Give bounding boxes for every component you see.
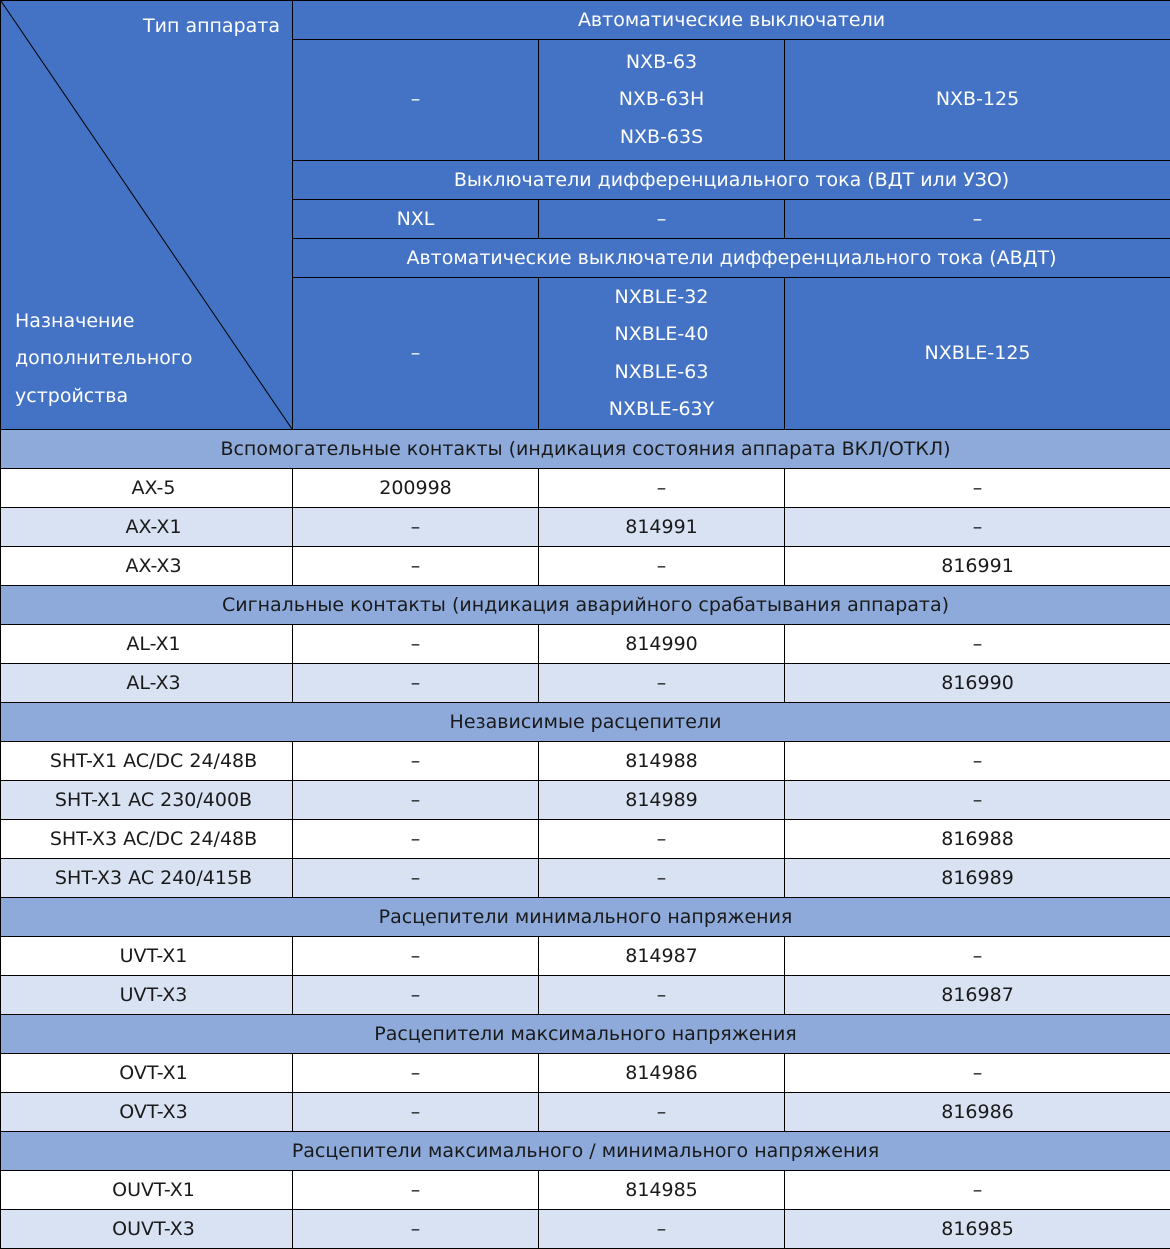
device-name-cell: AL-X3	[1, 664, 293, 703]
group1-title: Автоматические выключатели	[293, 1, 1170, 40]
section-header-row	[1, 898, 1170, 937]
article-cell: 814989	[539, 781, 785, 820]
article-cell: –	[293, 508, 539, 547]
article-cell: –	[785, 781, 1170, 820]
article-cell: –	[293, 781, 539, 820]
article-cell: 816988	[785, 820, 1170, 859]
device-name-cell: UVT-X3	[1, 976, 293, 1015]
article-cell: 814988	[539, 742, 785, 781]
group2-col2: –	[539, 200, 785, 239]
article-cell: –	[293, 937, 539, 976]
section-title: Расцепители минимального напряжения	[1, 898, 1170, 937]
article-cell: –	[539, 547, 785, 586]
article-cell: –	[785, 1054, 1170, 1093]
corner-diagonal-cell	[1, 1, 293, 430]
article-cell: –	[293, 1093, 539, 1132]
group1-col3: NXB-125	[785, 40, 1170, 161]
group1-col2: NXB-63 NXB-63H NXB-63S	[539, 40, 785, 161]
article-cell: –	[785, 508, 1170, 547]
section-title: Вспомогательные контакты (индикация состояния аппарата ВКЛ/ОТКЛ)	[1, 430, 1170, 469]
corner-bottom-label: Назначение дополнительного устройства	[15, 303, 192, 416]
section-header-row	[1, 703, 1170, 742]
article-cell: 816990	[785, 664, 1170, 703]
article-cell: –	[293, 625, 539, 664]
article-cell: –	[293, 664, 539, 703]
device-name-cell: OVT-X3	[1, 1093, 293, 1132]
section-title: Расцепители максимального / минимального напряжения	[1, 1132, 1170, 1171]
group1-title-row	[1, 1, 1170, 40]
device-name-cell: OUVT-X3	[1, 1210, 293, 1249]
table-row	[1, 742, 1170, 781]
table-row	[1, 469, 1170, 508]
article-cell: –	[293, 1210, 539, 1249]
table-row	[1, 625, 1170, 664]
group1-col1: –	[293, 40, 539, 161]
article-cell: 816989	[785, 859, 1170, 898]
group2-col1: NXL	[293, 200, 539, 239]
section-header-row	[1, 1132, 1170, 1171]
article-cell: 814985	[539, 1171, 785, 1210]
device-name-cell: UVT-X1	[1, 937, 293, 976]
device-name-cell: AX-X1	[1, 508, 293, 547]
table-row	[1, 1093, 1170, 1132]
device-name-cell: SHT-X1 AC/DC 24/48В	[1, 742, 293, 781]
section-header-row	[1, 1015, 1170, 1054]
article-cell: 814991	[539, 508, 785, 547]
article-cell: –	[539, 820, 785, 859]
device-name-cell: OVT-X1	[1, 1054, 293, 1093]
table-row	[1, 781, 1170, 820]
device-name-cell: SHT-X3 AC/DC 24/48В	[1, 820, 293, 859]
article-cell: –	[293, 742, 539, 781]
device-name-cell: OUVT-X1	[1, 1171, 293, 1210]
group3-col1: –	[293, 278, 539, 430]
article-cell: 814990	[539, 625, 785, 664]
device-name-cell: AX-X3	[1, 547, 293, 586]
table-row	[1, 859, 1170, 898]
section-title: Сигнальные контакты (индикация аварийного срабатывания аппарата)	[1, 586, 1170, 625]
article-cell: 816986	[785, 1093, 1170, 1132]
section-title: Независимые расцепители	[1, 703, 1170, 742]
article-cell: –	[785, 742, 1170, 781]
article-cell: 816991	[785, 547, 1170, 586]
table-row	[1, 547, 1170, 586]
article-cell: –	[539, 1093, 785, 1132]
device-name-cell: AL-X1	[1, 625, 293, 664]
device-name-cell: AX-5	[1, 469, 293, 508]
table-row	[1, 664, 1170, 703]
section-title: Расцепители максимального напряжения	[1, 1015, 1170, 1054]
table-row	[1, 1054, 1170, 1093]
table-row	[1, 1210, 1170, 1249]
article-cell: 200998	[293, 469, 539, 508]
article-cell: –	[539, 1210, 785, 1249]
device-name-cell: SHT-X1 AC 230/400В	[1, 781, 293, 820]
group3-col3: NXBLE-125	[785, 278, 1170, 430]
table-row	[1, 508, 1170, 547]
article-cell: –	[293, 976, 539, 1015]
article-cell: 814986	[539, 1054, 785, 1093]
group2-title: Выключатели дифференциального тока (ВДТ или УЗО)	[293, 161, 1170, 200]
article-cell: 816985	[785, 1210, 1170, 1249]
article-cell: 814987	[539, 937, 785, 976]
article-cell: –	[293, 820, 539, 859]
section-header-row	[1, 586, 1170, 625]
article-cell: 816987	[785, 976, 1170, 1015]
article-cell: –	[539, 976, 785, 1015]
table-row	[1, 1171, 1170, 1210]
group3-title: Автоматические выключатели дифференциального тока (АВДТ)	[293, 239, 1170, 278]
article-cell: –	[293, 1171, 539, 1210]
article-cell: –	[785, 625, 1170, 664]
article-cell: –	[539, 859, 785, 898]
article-cell: –	[785, 469, 1170, 508]
article-cell: –	[785, 1171, 1170, 1210]
article-cell: –	[293, 859, 539, 898]
table-row	[1, 820, 1170, 859]
group3-col2: NXBLE-32 NXBLE-40 NXBLE-63 NXBLE-63Y	[539, 278, 785, 430]
article-cell: –	[539, 469, 785, 508]
article-cell: –	[785, 937, 1170, 976]
group2-col3: –	[785, 200, 1170, 239]
table-row	[1, 937, 1170, 976]
article-cell: –	[539, 664, 785, 703]
table-row	[1, 976, 1170, 1015]
article-cell: –	[293, 1054, 539, 1093]
corner-top-label: Тип аппарата	[143, 15, 280, 37]
device-name-cell: SHT-X3 AC 240/415В	[1, 859, 293, 898]
article-cell: –	[293, 547, 539, 586]
section-header-row	[1, 430, 1170, 469]
